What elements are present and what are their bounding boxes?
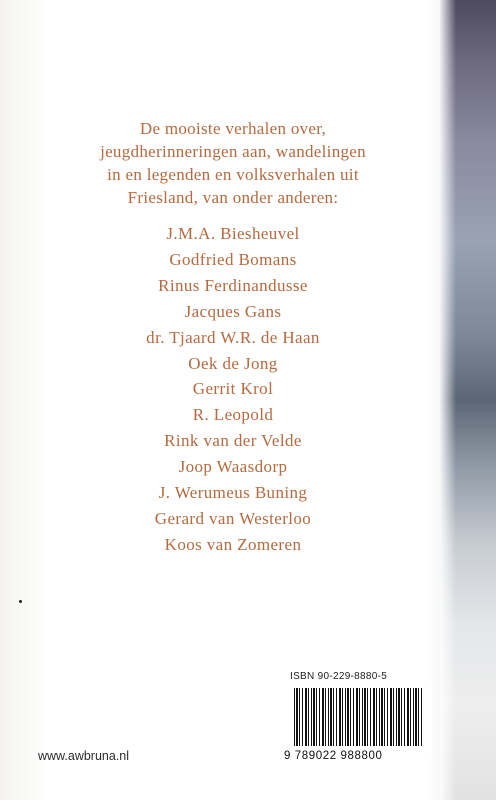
blurb-line: jeugdherinneringen aan, wandelingen bbox=[100, 141, 366, 161]
barcode bbox=[294, 688, 422, 746]
author-name: Oek de Jong bbox=[188, 353, 278, 373]
author-name: J. Werumeus Buning bbox=[158, 483, 308, 503]
blurb-line: Friesland, van onder anderen: bbox=[127, 187, 339, 207]
blurb-line: in en legenden en volksverhalen uit bbox=[107, 164, 359, 184]
author-name: J.M.A. Biesheuvel bbox=[166, 224, 300, 243]
barcode-number: 9 789022 988800 bbox=[284, 750, 383, 762]
author-name: Gerard van Westerloo bbox=[154, 508, 312, 528]
isbn-label: ISBN 90-229-8880-5 bbox=[290, 671, 388, 682]
author-name: Rinus Ferdinandusse bbox=[158, 275, 308, 295]
author-name: Joop Waasdorp bbox=[178, 457, 288, 477]
print-speck bbox=[19, 600, 22, 603]
author-name: Jacques Gans bbox=[184, 301, 282, 321]
edge-shade bbox=[440, 0, 456, 800]
publisher-website: www.awbruna.nl bbox=[38, 749, 130, 763]
author-name: R. Leopold bbox=[192, 405, 274, 425]
author-name: Rink van der Velde bbox=[164, 431, 302, 451]
author-name: dr. Tjaard W.R. de Haan bbox=[146, 327, 320, 347]
author-name: Koos van Zomeren bbox=[164, 534, 302, 554]
author-name: Gerrit Krol bbox=[192, 379, 274, 399]
blurb-text bbox=[70, 118, 396, 210]
author-list bbox=[70, 221, 396, 558]
author-name: Godfried Bomans bbox=[169, 249, 297, 269]
blurb-line: De mooiste verhalen over, bbox=[139, 119, 327, 138]
